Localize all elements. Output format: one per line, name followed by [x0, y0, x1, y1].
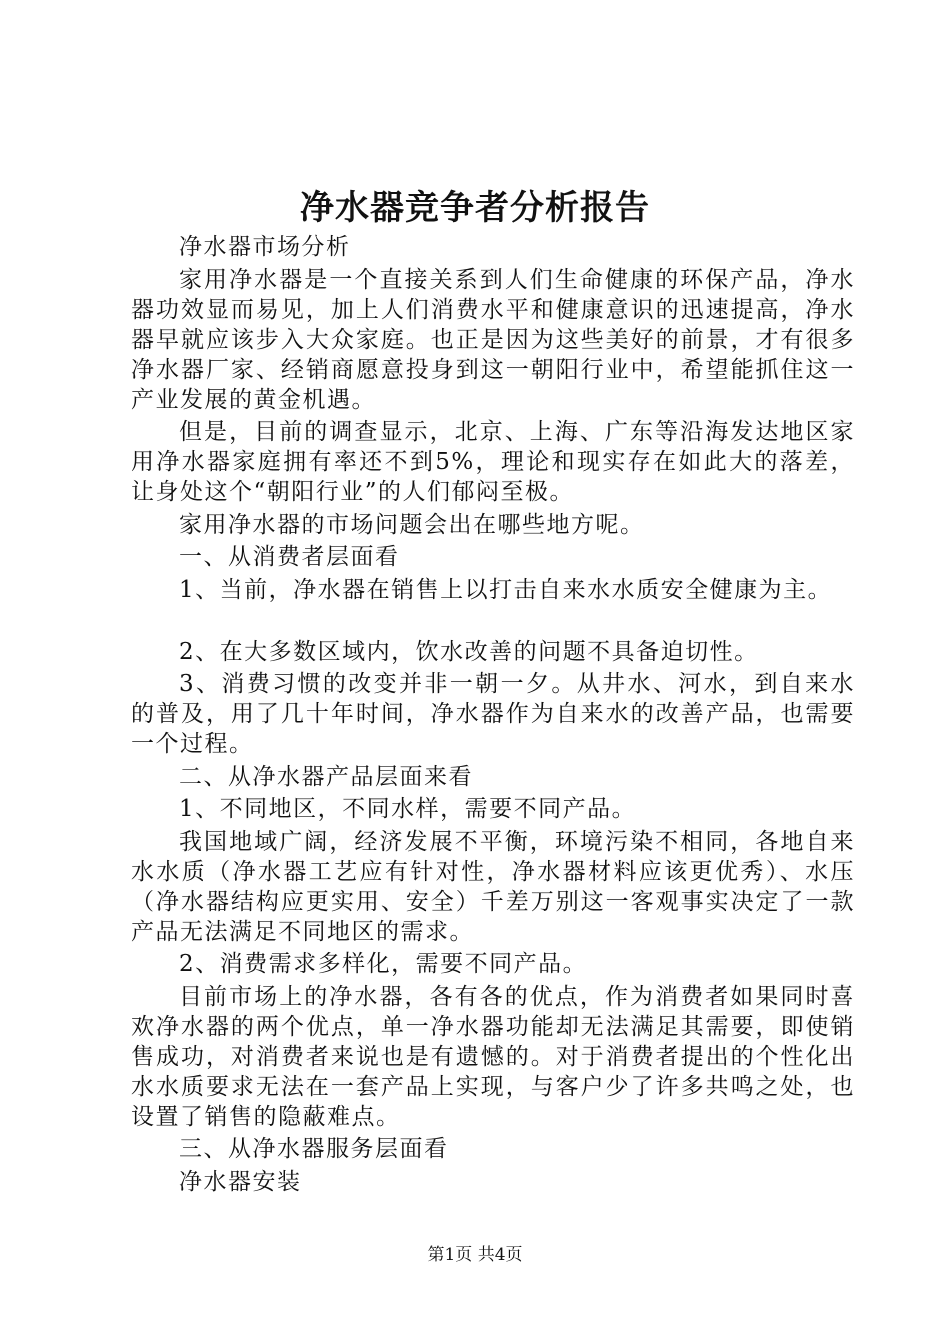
document-body: [131, 232, 855, 1199]
section-heading: 三、从净水器服务层面看: [179, 1136, 449, 1162]
paragraph: 但是，目前的调查显示，北京、上海、广东等沿海发达地区家用净水器家庭拥有率还不到5%，理论和现实存在如此大的落差，让身处这个“朝阳行业”的人们郁闷至极。: [131, 419, 855, 505]
paragraph: 目前市场上的净水器，各有各的优点，作为消费者如果同时喜欢净水器的两个优点，单一净水器功能却无法满足其需要，即使销售成功，对消费者来说也是有遗憾的。对于消费者提出的个性化出水水质要求无法在一套产品上实现，与客户少了许多共鸣之处，也设置了销售的隐蔽难点。: [131, 983, 855, 1130]
paragraph: 3、消费习惯的改变并非一朝一夕。从井水、河水，到自来水的普及，用了几十年时间，净水器作为自来水的改善产品，也需要一个过程。: [131, 671, 855, 757]
paragraph: 家用净水器的市场问题会出在哪些地方呢。: [179, 511, 645, 538]
paragraph: 净水器安装: [179, 1168, 302, 1195]
paragraph: 我国地域广阔，经济发展不平衡，环境污染不相同，各地自来水水质（净水器工艺应有针对性，净水器材料应该更优秀）、水压（净水器结构应更实用、安全）千差万别这一客观事实决定了一款产品无法满足不同地区的需求。: [131, 828, 855, 945]
page-footer: 第1页 共4页: [427, 1245, 523, 1265]
section-heading: 一、从消费者层面看: [179, 544, 400, 570]
paragraph: 2、在大多数区域内，饮水改善的问题不具备迫切性。: [179, 638, 759, 665]
document-title: 净水器竞争者分析报告: [300, 188, 650, 228]
paragraph: 2、消费需求多样化，需要不同产品。: [179, 951, 588, 977]
section-heading: 二、从净水器产品层面来看: [179, 763, 473, 790]
paragraph: 1、当前，净水器在销售上以打击自来水水质安全健康为主。: [179, 576, 833, 603]
paragraph: 净水器市场分析: [179, 234, 351, 260]
paragraph: 家用净水器是一个直接关系到人们生命健康的环保产品，净水器功效显而易见，加上人们消费水平和健康意识的迅速提高，净水器早就应该步入大众家庭。也正是因为这些美好的前景，才有很多净水器厂家、经销商愿意投身到这一朝阳行业中，希望能抓住这一产业发展的黄金机遇。: [131, 266, 855, 413]
paragraph: 1、不同地区，不同水样，需要不同产品。: [179, 796, 637, 822]
